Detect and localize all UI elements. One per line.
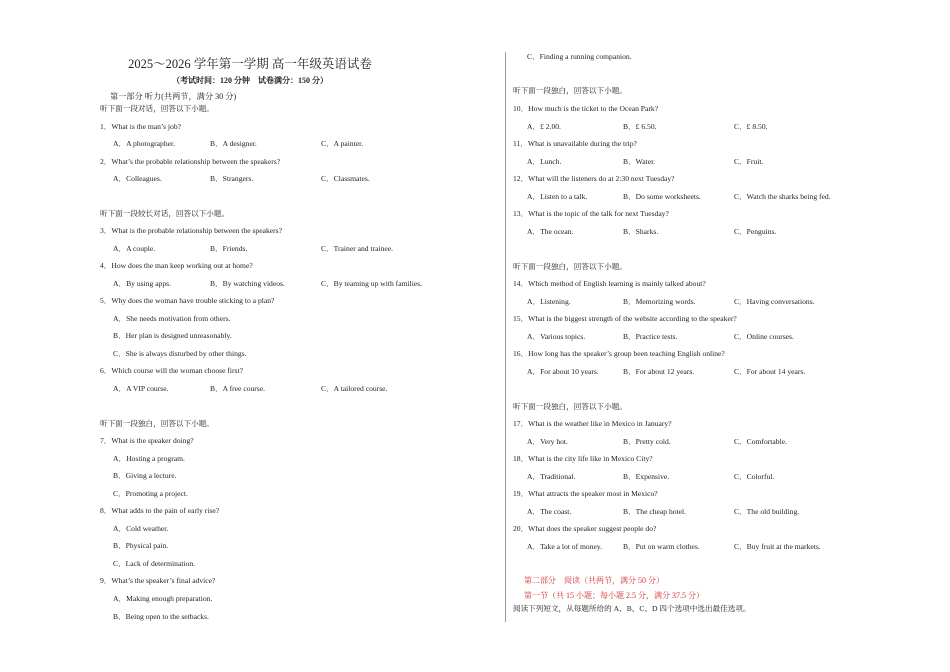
question-15: 15．What is the biggest strength of the website according to the speaker? — [513, 314, 737, 323]
q5-option-a[interactable]: A．She needs motivation from others. — [113, 314, 231, 323]
q18-option-c[interactable]: C．Colorful. — [734, 472, 775, 481]
q13-option-c[interactable]: C．Penguins. — [734, 227, 777, 236]
question-18: 18．What is the city life like in Mexico City? — [513, 454, 653, 463]
question-10: 10．How much is the ticket to the Ocean Park? — [513, 104, 659, 113]
q11-option-b[interactable]: B．Water. — [623, 157, 656, 166]
q16-option-a[interactable]: A．For about 10 years. — [527, 367, 599, 376]
exam-subtitle: （考试时间：120 分钟 试卷满分：150 分） — [172, 76, 328, 85]
q5-option-c[interactable]: C．She is always disturbed by other things. — [113, 349, 247, 358]
question-20: 20．What does the speaker suggest people do? — [513, 524, 657, 533]
q12-option-a[interactable]: A．Listen to a talk. — [527, 192, 588, 201]
question-5: 5．Why does the woman have trouble sticking to a plan? — [100, 296, 275, 305]
q3-option-b[interactable]: B．Friends. — [210, 244, 248, 253]
q4-option-c[interactable]: C．By teaming up with families. — [321, 279, 423, 288]
question-17: 17．What is the weather like in Mexico in January? — [513, 419, 672, 428]
question-14: 14．Which method of English learning is mainly talked about? — [513, 279, 706, 288]
exam-title: 2025～2026 学年第一学期 高一年级英语试卷 — [128, 57, 372, 71]
q4-option-b[interactable]: B．By watching videos. — [210, 279, 285, 288]
q19-option-a[interactable]: A．The coast. — [527, 507, 572, 516]
q10-option-c[interactable]: C．£ 8.50. — [734, 122, 768, 131]
q16-option-c[interactable]: C．For about 14 years. — [734, 367, 806, 376]
q20-option-c[interactable]: C．Buy fruit at the markets. — [734, 542, 821, 551]
q6-option-c[interactable]: C．A tailored course. — [321, 384, 388, 393]
section-intro: 听下面一段独白，回答以下小题。 — [100, 419, 214, 428]
q10-option-b[interactable]: B．£ 6.50. — [623, 122, 657, 131]
q15-option-c[interactable]: C．Online courses. — [734, 332, 794, 341]
question-2: 2．What’s the probable relationship between the speakers? — [100, 157, 281, 166]
question-13: 13．What is the topic of the talk for next Tuesday? — [513, 209, 669, 218]
section-intro: 听下面一段独白，回答以下小题。 — [513, 402, 627, 411]
q1-option-b[interactable]: B．A designer. — [210, 139, 257, 148]
question-4: 4．How does the man keep working out at home? — [100, 261, 253, 270]
q4-option-a[interactable]: A．By using apps. — [113, 279, 172, 288]
q20-option-b[interactable]: B．Put on warm clothes. — [623, 542, 700, 551]
section-intro: 听下面一段独白，回答以下小题。 — [513, 86, 627, 95]
q9-option-c[interactable]: C．Finding a running companion. — [527, 52, 632, 61]
q5-option-b[interactable]: B．Her plan is designed unreasonably. — [113, 331, 232, 340]
q6-option-a[interactable]: A．A VIP course. — [113, 384, 169, 393]
column-divider — [505, 52, 506, 622]
q14-option-a[interactable]: A．Listening. — [527, 297, 571, 306]
q9-option-a[interactable]: A．Making enough preparation. — [113, 594, 213, 603]
question-19: 19．What attracts the speaker most in Mexico? — [513, 489, 658, 498]
question-16: 16．How long has the speaker’s group been teaching English online? — [513, 349, 725, 358]
q18-option-a[interactable]: A．Traditional. — [527, 472, 576, 481]
q2-option-b[interactable]: B．Strangers. — [210, 174, 254, 183]
q17-option-a[interactable]: A．Very hot. — [527, 437, 568, 446]
q17-option-c[interactable]: C．Comfortable. — [734, 437, 787, 446]
part1-heading: 第一部分 听力(共两节，满分 30 分) — [110, 92, 237, 101]
q1-option-a[interactable]: A．A photographer. — [113, 139, 176, 148]
q12-option-b[interactable]: B．Do some worksheets. — [623, 192, 701, 201]
q17-option-b[interactable]: B．Pretty cold. — [623, 437, 671, 446]
question-1: 1．What is the man’s job? — [100, 122, 181, 131]
q7-option-b[interactable]: B．Giving a lecture. — [113, 471, 177, 480]
q7-option-a[interactable]: A．Hosting a program. — [113, 454, 185, 463]
q20-option-a[interactable]: A．Take a lot of money. — [527, 542, 603, 551]
q19-option-b[interactable]: B．The cheap hotel. — [623, 507, 687, 516]
q8-option-c[interactable]: C．Lack of determination. — [113, 559, 196, 568]
q14-option-c[interactable]: C．Having conversations. — [734, 297, 815, 306]
section-intro: 听下面一段独白，回答以下小题。 — [513, 262, 627, 271]
question-12: 12．What will the listeners do at 2:30 next Tuesday? — [513, 174, 675, 183]
section-intro: 听下面一段较长对话，回答以下小题。 — [100, 209, 230, 218]
q1-option-c[interactable]: C．A painter. — [321, 139, 364, 148]
question-11: 11．What is unavailable during the trip? — [513, 139, 637, 148]
question-3: 3．What is the probable relationship between the speakers? — [100, 226, 282, 235]
q19-option-c[interactable]: C．The old building. — [734, 507, 800, 516]
reading-instruction: 阅读下列短文，从每题所给的 A、B、C、D 四个选项中选出最佳选项。 — [513, 604, 751, 613]
q2-option-c[interactable]: C．Classmates. — [321, 174, 370, 183]
section-intro: 听下面一段对话，回答以下小题。 — [100, 104, 214, 113]
q10-option-a[interactable]: A．£ 2.00. — [527, 122, 561, 131]
q2-option-a[interactable]: A．Colleagues. — [113, 174, 162, 183]
part2-heading: 第二部分 阅读（共两节，满分 50 分） — [524, 576, 664, 585]
section1-heading: 第一节（共 15 小题；每小题 2.5 分，满分 37.5 分） — [524, 591, 704, 600]
q11-option-c[interactable]: C．Fruit. — [734, 157, 764, 166]
q14-option-b[interactable]: B．Memorizing words. — [623, 297, 696, 306]
question-9: 9．What’s the speaker’s final advice? — [100, 576, 216, 585]
q15-option-a[interactable]: A．Various topics. — [527, 332, 586, 341]
q6-option-b[interactable]: B．A free course. — [210, 384, 266, 393]
q15-option-b[interactable]: B．Practice tests. — [623, 332, 678, 341]
q3-option-c[interactable]: C．Trainer and trainee. — [321, 244, 394, 253]
q13-option-a[interactable]: A．The ocean. — [527, 227, 574, 236]
q13-option-b[interactable]: B．Sharks. — [623, 227, 659, 236]
q12-option-c[interactable]: C．Watch the sharks being fed. — [734, 192, 831, 201]
q11-option-a[interactable]: A．Lunch. — [527, 157, 562, 166]
question-7: 7．What is the speaker doing? — [100, 436, 194, 445]
q9-option-b[interactable]: B．Being open to the setbacks. — [113, 612, 209, 621]
q7-option-c[interactable]: C．Promoting a project. — [113, 489, 188, 498]
q16-option-b[interactable]: B．For about 12 years. — [623, 367, 695, 376]
question-8: 8．What adds to the pain of early rise? — [100, 506, 220, 515]
question-6: 6．Which course will the woman choose first? — [100, 366, 243, 375]
q8-option-b[interactable]: B．Physical pain. — [113, 541, 169, 550]
q3-option-a[interactable]: A．A couple. — [113, 244, 156, 253]
q18-option-b[interactable]: B．Expensive. — [623, 472, 670, 481]
q8-option-a[interactable]: A．Cold weather. — [113, 524, 169, 533]
